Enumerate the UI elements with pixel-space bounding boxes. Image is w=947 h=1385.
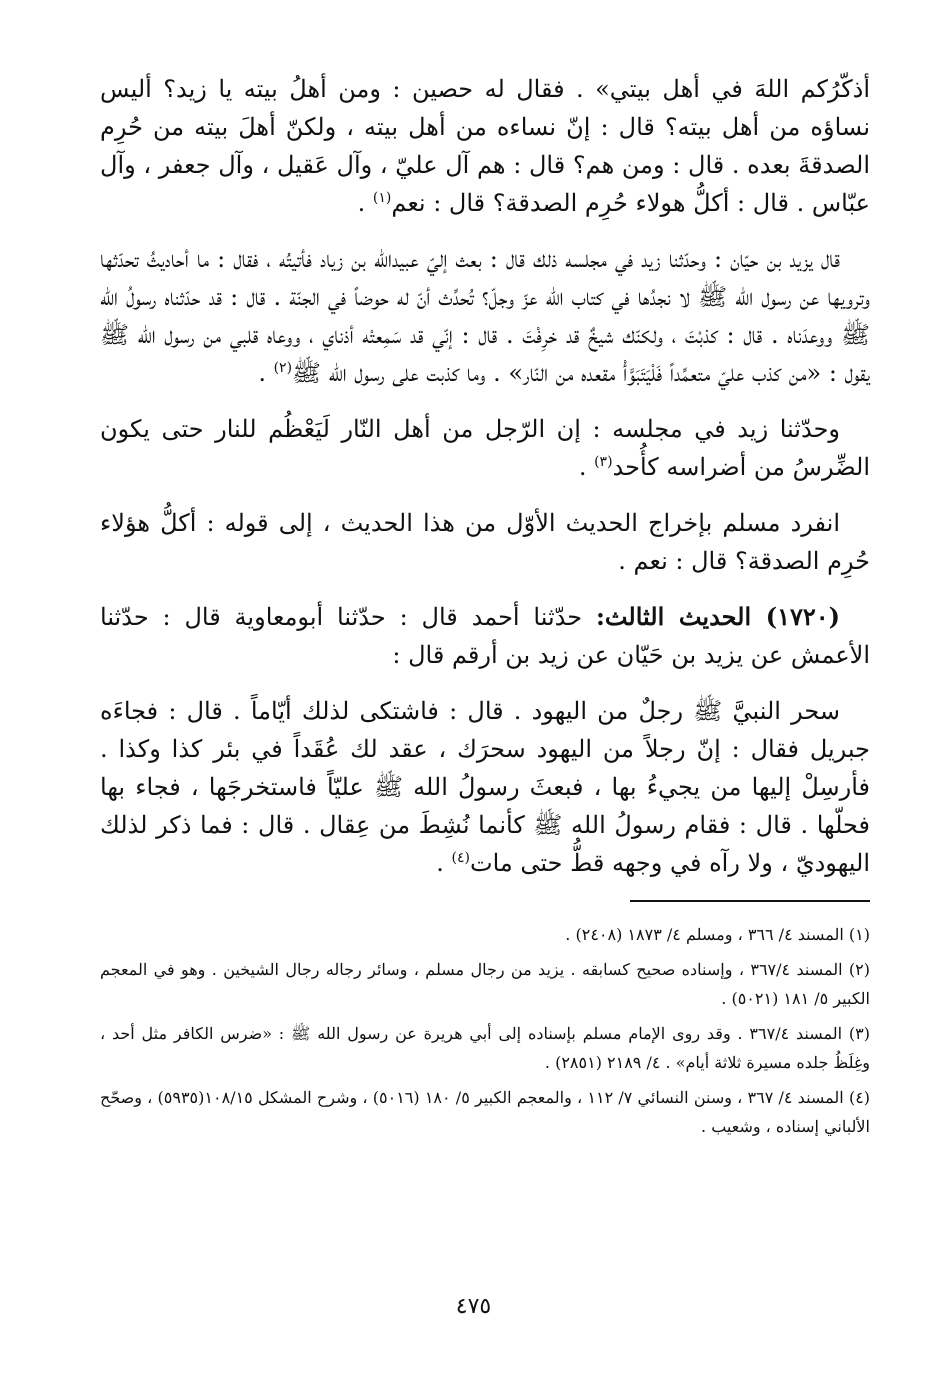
paragraph-5-text: حدّثنا أحمد قال : حدّثنا أبومعاوية قال : حدّثنا الأعمش عن يزيد بن حَيّان عن زيد بن أرقم قال : (100, 603, 870, 669)
page-number: ٤٧٥ (455, 1294, 492, 1319)
footnote-4: (٤) المسند ٤/ ٣٦٧ ، وسنن النسائي ٧/ ١١٢ ، والمعجم الكبير ٥/ ١٨٠ (٥٠١٦) ، وشرح المشكل ١٠٨/١٥(٥٩٣٥) ، وصحّح الألباني إسناده ، وشعيب . (100, 1088, 871, 1136)
footnote-1: (١) المسند ٤/ ٣٦٦ ، ومسلم ٤/ ١٨٧٣ (٢٤٠٨) . (565, 925, 870, 944)
footnotes (100, 920, 870, 1141)
paragraph-4-text: انفرد مسلم بإخراج الحديث الأوّل من هذا الحديث ، إلى قوله : أكلُّ هؤلاء حُرِم الصدقة؟ قال : نعم . (100, 509, 870, 575)
main-text (100, 70, 870, 882)
paragraph-3 (100, 410, 870, 486)
paragraph-2-text: قال يزيد بن حيّان : وحدّثنا زيد في مجلسه ذلك قال : بعث إليّ عبيدالله بن زياد فأتيتُه ، فقال : ما أحاديثُ تحدّثها وترويها عن رسول الله ﷺ لا نجدُها في كتاب الله عزّ وجلّ؟ تُحدِّث أنّ له حوضاً في الجنّة . قال : قد حدّثناه رسولُ الله ﷺ ووعدَناه . قال : كذبْتَ ، ولكنّك شيخٌ قد خرِفْتَ . قال : إنّي قد سَمِعتْه أذناي ، ووعاه قلبي من رسول الله ﷺ يقول : «من كذب عليّ متعمِّداً فَلْيَتَبَوَّأْ مقعده من النّار» . وما كذبت على رسول الله ﷺ (100, 245, 870, 387)
paragraph-1 (100, 70, 870, 222)
page-content (100, 70, 870, 1147)
hadith-heading: (١٧٢٠) الحديث الثالث: (595, 602, 841, 631)
footnote-3: (٣) المسند ٣٦٧/٤ . وقد روى الإمام مسلم بإسناده إلى أبي هريرة عن رسول الله ﷺ : «ضرس الكافر مثل أحد ، وغِلَظُ جلده مسيرة ثلاثة أيام» . ٤/ ٢١٨٩ (٢٨٥١) . (100, 1024, 871, 1072)
footnote-ref-1: (١) (372, 190, 392, 206)
footnote-ref-4: (٤) (451, 850, 471, 866)
paragraph-6-text: سحر النبيَّ ﷺ رجلٌ من اليهود . قال : فاشتكى لذلك أيّاماً . قال : فجاءَه جبريل فقال : إنّ رجلاً من اليهود سحرَك ، عقد لك عُقَداً في بئر كذا وكذا . فأرسِلْ إليها من يجيءُ بها ، فبعثَ رسولُ الله ﷺ عليّاً فاستخرجَها ، فجاء بها فحلّها . قال : فقام رسولُ الله ﷺ كأنما نُشِطَ من عِقال . قال : فما ذكر لذلك اليهوديّ ، ولا رآه في وجهه قطُّ حتى مات (100, 697, 870, 877)
paragraph-1-text: أذكّرُكم اللهَ في أهل بيتي» . فقال له حصين : ومن أهلُ بيته يا زيد؟ أليس نساؤه من أهل بيته؟ قال : إنّ نساءه من أهل بيته ، ولكنّ أهلَ بيته من حُرِم الصدقةَ بعده . قال : ومن هم؟ قال : هم آل عليّ ، وآل عَقيل ، وآل جعفر ، وآل عبّاس . قال : أكلُّ هولاء حُرِم الصدقة؟ قال : نعم (100, 75, 870, 217)
paragraph-6-tail: . (436, 849, 452, 877)
paragraph-4 (100, 504, 870, 580)
paragraph-2 (100, 240, 870, 392)
paragraph-3-tail: . (578, 453, 595, 481)
footnote-ref-2: (٢) (273, 360, 293, 376)
paragraph-1-tail: . (357, 189, 373, 217)
paragraph-5 (100, 598, 870, 674)
paragraph-6 (100, 692, 870, 882)
paragraph-3-text: وحدّثنا زيد في مجلسه : إن الرّجل من أهل النّار لَيَعْظُم للنار حتى يكون الضِّرسُ من أضراسه كأُحد (100, 415, 870, 481)
footnote-ref-3: (٣) (594, 454, 613, 470)
paragraph-2-tail: . (258, 359, 274, 387)
footnote-2: (٢) المسند ٣٦٧/٤ ، وإسناده صحيح كسابقه . يزيد من رجال مسلم ، وسائر رجاله رجال الشيخين . وهو في المعجم الكبير ٥/ ١٨١ (٥٠٢١) . (100, 960, 871, 1008)
footnote-divider (630, 900, 870, 902)
